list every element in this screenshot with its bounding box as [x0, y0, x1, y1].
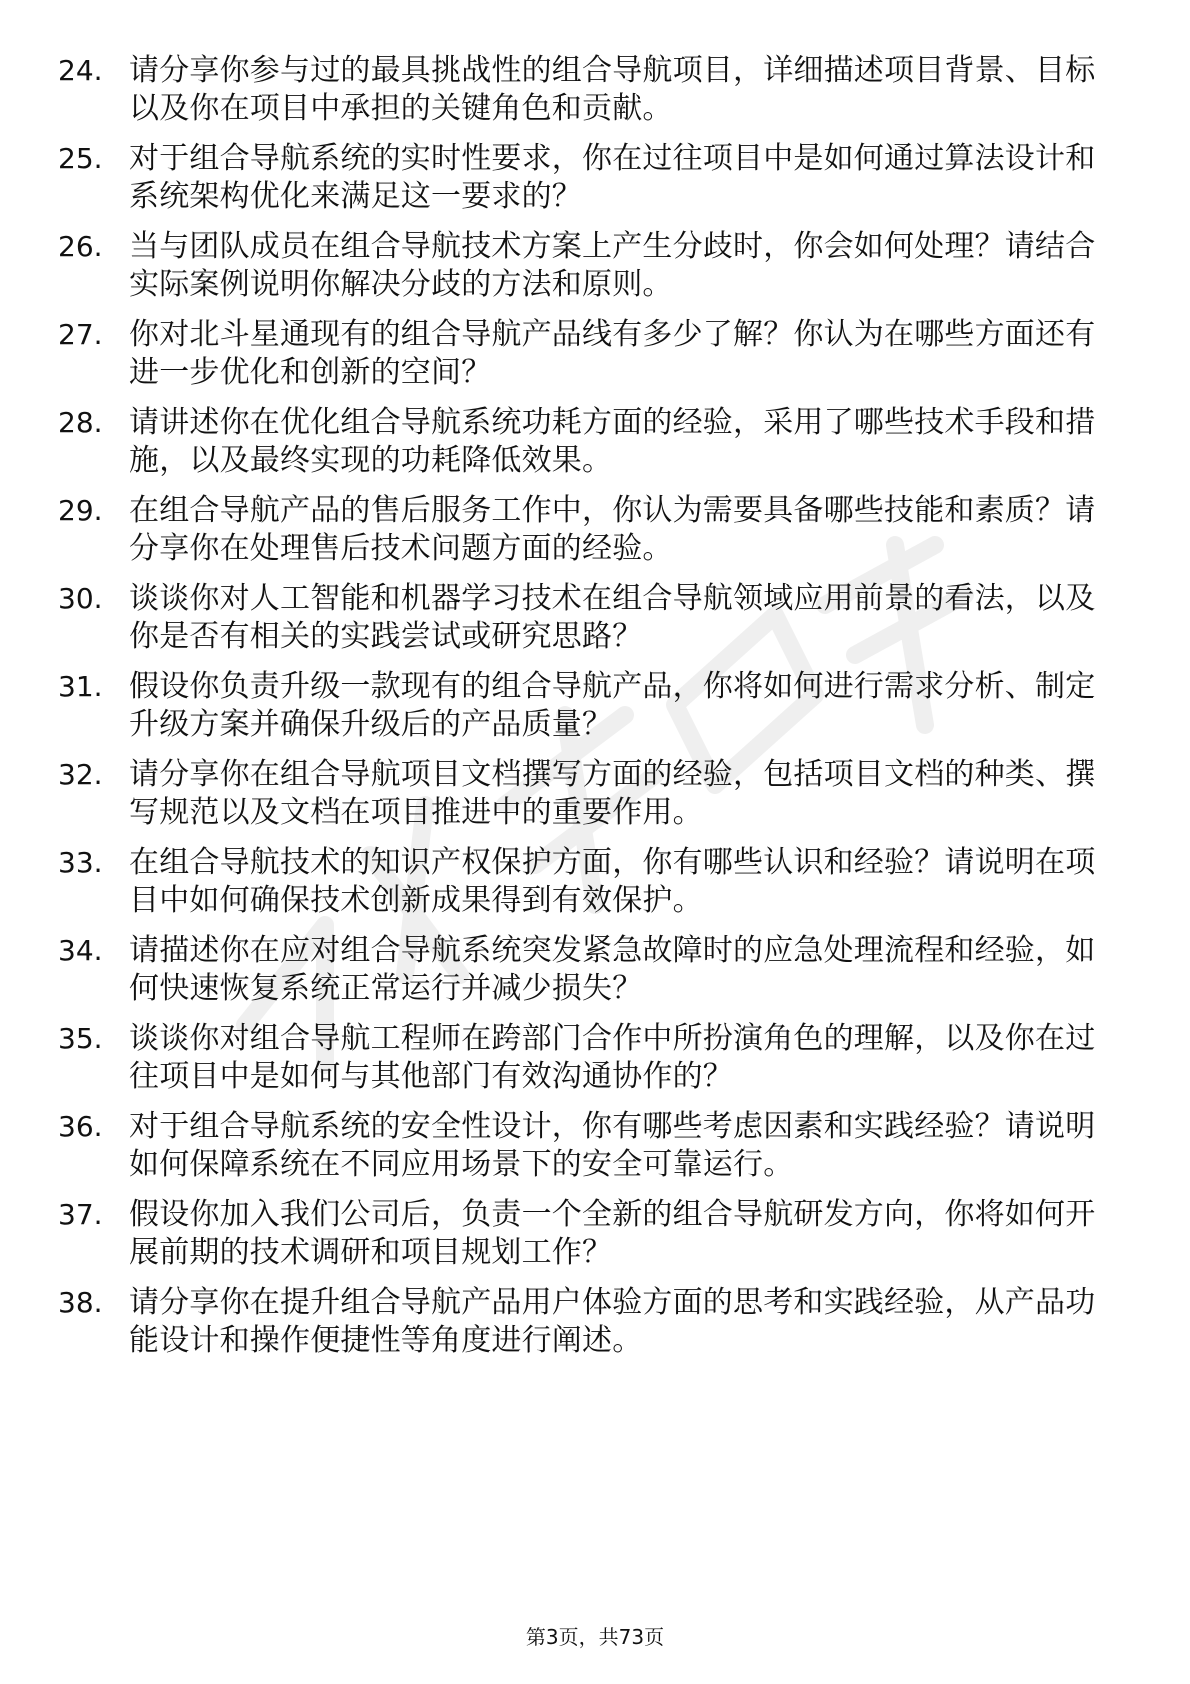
question-number: 30. [58, 582, 103, 615]
question-number: 28. [58, 406, 103, 439]
list-item [58, 1284, 1118, 1360]
question-number: 25. [58, 142, 103, 175]
question-text: 谈谈你对人工智能和机器学习技术在组合导航领域应用前景的看法，以及你是否有相关的实践尝试或研究思路？ [129, 581, 1096, 654]
question-number: 29. [58, 494, 103, 527]
question-number: 36. [58, 1110, 103, 1143]
list-item [58, 316, 1118, 392]
page-footer [0, 1624, 1190, 1650]
question-text: 假设你负责升级一款现有的组合导航产品，你将如何进行需求分析、制定升级方案并确保升级后的产品质量？ [129, 669, 1096, 742]
question-number: 33. [58, 846, 103, 879]
list-item [58, 404, 1118, 480]
list-item [58, 492, 1118, 568]
question-number: 32. [58, 758, 103, 791]
list-item [58, 52, 1118, 128]
list-item [58, 1020, 1118, 1096]
question-number: 35. [58, 1022, 103, 1055]
question-text: 请分享你在组合导航项目文档撰写方面的经验，包括项目文档的种类、撰写规范以及文档在项目推进中的重要作用。 [129, 757, 1096, 830]
list-item [58, 1108, 1118, 1184]
question-text: 请描述你在应对组合导航系统突发紧急故障时的应急处理流程和经验，如何快速恢复系统正常运行并减少损失？ [129, 933, 1096, 1006]
question-number: 37. [58, 1198, 103, 1231]
list-item [58, 668, 1118, 744]
list-item [58, 580, 1118, 656]
question-number: 24. [58, 54, 103, 87]
question-text: 在组合导航技术的知识产权保护方面，你有哪些认识和经验？请说明在项目中如何确保技术创新成果得到有效保护。 [129, 845, 1096, 918]
question-text: 请分享你在提升组合导航产品用户体验方面的思考和实践经验，从产品功能设计和操作便捷性等角度进行阐述。 [129, 1285, 1096, 1358]
question-text: 请讲述你在优化组合导航系统功耗方面的经验，采用了哪些技术手段和措施，以及最终实现的功耗降低效果。 [129, 405, 1096, 478]
question-number: 31. [58, 670, 103, 703]
question-text: 谈谈你对组合导航工程师在跨部门合作中所扮演角色的理解，以及你在过往项目中是如何与其他部门有效沟通协作的？ [129, 1021, 1096, 1094]
list-item [58, 932, 1118, 1008]
question-number: 27. [58, 318, 103, 351]
question-text: 请分享你参与过的最具挑战性的组合导航项目，详细描述项目背景、目标以及你在项目中承担的关键角色和贡献。 [129, 53, 1096, 126]
question-text: 你对北斗星通现有的组合导航产品线有多少了解？你认为在哪些方面还有进一步优化和创新的空间？ [129, 317, 1096, 390]
list-item [58, 756, 1118, 832]
list-item [58, 1196, 1118, 1272]
question-text: 在组合导航产品的售后服务工作中，你认为需要具备哪些技能和素质？请分享你在处理售后技术问题方面的经验。 [129, 493, 1096, 566]
question-text: 当与团队成员在组合导航技术方案上产生分歧时，你会如何处理？请结合实际案例说明你解决分歧的方法和原则。 [129, 229, 1096, 302]
page-number-label: 第3页，共73页 [525, 1625, 665, 1649]
question-number: 38. [58, 1286, 103, 1319]
question-text: 对于组合导航系统的实时性要求，你在过往项目中是如何通过算法设计和系统架构优化来满足这一要求的？ [129, 141, 1096, 214]
list-item [58, 844, 1118, 920]
question-list [58, 52, 1118, 1372]
list-item [58, 140, 1118, 216]
list-item [58, 228, 1118, 304]
question-text: 假设你加入我们公司后，负责一个全新的组合导航研发方向，你将如何开展前期的技术调研和项目规划工作？ [129, 1197, 1096, 1270]
question-text: 对于组合导航系统的安全性设计，你有哪些考虑因素和实践经验？请说明如何保障系统在不同应用场景下的安全可靠运行。 [129, 1109, 1096, 1182]
question-number: 34. [58, 934, 103, 967]
question-number: 26. [58, 230, 103, 263]
